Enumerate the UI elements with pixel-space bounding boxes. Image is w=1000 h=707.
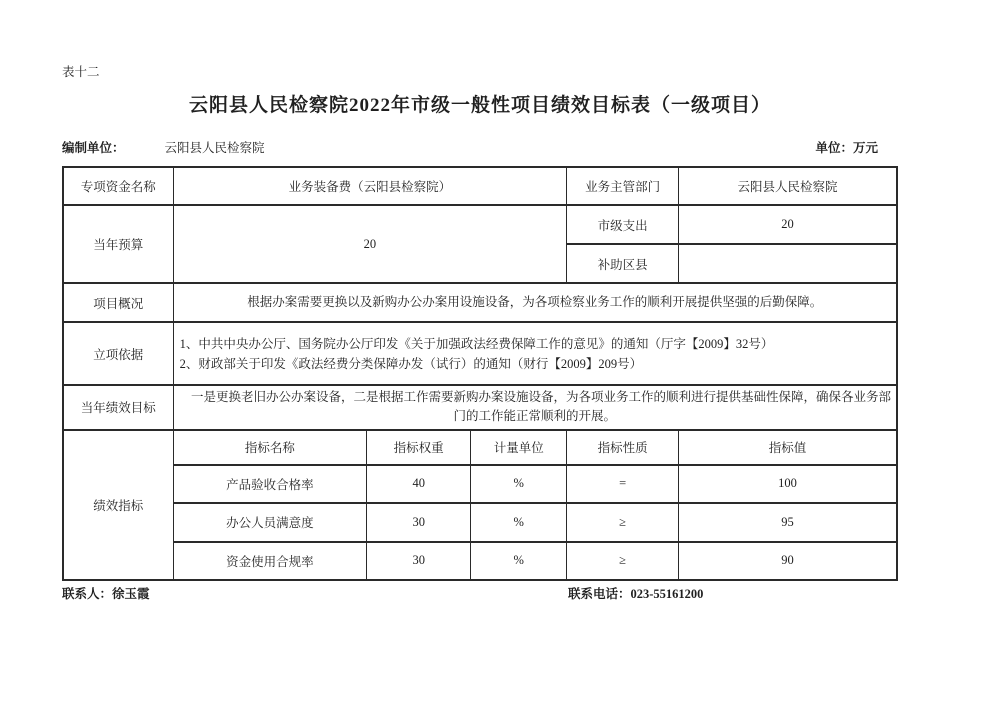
metric-nature: ≥ <box>567 503 679 542</box>
basis-value <box>173 322 897 385</box>
metrics-row <box>63 542 897 580</box>
metric-name: 资金使用合规率 <box>173 542 366 580</box>
metric-value: 90 <box>678 542 897 580</box>
basis-label: 立项依据 <box>63 322 173 385</box>
metric-nature: = <box>567 465 679 503</box>
metrics-header-value: 指标值 <box>678 430 897 465</box>
metrics-row <box>63 503 897 542</box>
contact-phone: 联系电话：023-55161200 <box>568 587 704 601</box>
page-title: 云阳县人民检察院2022年市级一般性项目绩效目标表（一级项目） <box>188 95 771 116</box>
prepared-by-label: 编制单位： <box>62 141 125 155</box>
table-row <box>63 283 897 322</box>
overview-value: 根据办案需要更换以及新购办公办案用设施设备，为各项检察业务工作的顺利开展提供坚强的后勤保障。 <box>173 283 897 322</box>
table-row <box>63 205 897 244</box>
metric-name: 办公人员满意度 <box>173 503 366 542</box>
annual-target-value: 一是更换老旧办公办案设备，二是根据工作需要新购办案设施设备，为各项业务工作的顺利进行提供基础性保障，确保各业务部门的工作能正常顺利的开展。 <box>173 385 897 430</box>
metrics-header-weight: 指标权重 <box>367 430 471 465</box>
metric-name: 产品验收合格率 <box>173 465 366 503</box>
metrics-header-row <box>63 430 897 465</box>
table-number: 表十二 <box>62 65 100 79</box>
overview-label: 项目概况 <box>63 283 173 322</box>
meta-row <box>62 138 898 156</box>
metrics-header-name: 指标名称 <box>173 430 366 465</box>
annual-target-label: 当年绩效目标 <box>63 385 173 430</box>
basis-line-2: 2、财政部关于印发《政法经费分类保障办发（试行）的通知（财行【2009】209号） <box>179 356 643 371</box>
special-fund-label: 专项资金名称 <box>63 167 173 205</box>
basis-line-1: 1、中共中央办公厅、国务院办公厅印发《关于加强政法经费保障工作的意见》的通知（厅字【2009】32号） <box>179 336 774 351</box>
metric-weight: 30 <box>367 542 471 580</box>
metrics-header-unit: 计量单位 <box>471 430 567 465</box>
metrics-label: 绩效指标 <box>63 430 173 580</box>
contact-name: 联系人：徐玉霞 <box>62 587 150 601</box>
city-expense-value: 20 <box>678 205 897 244</box>
metric-value: 100 <box>678 465 897 503</box>
budget-label: 当年预算 <box>63 205 173 283</box>
subsidy-value <box>678 244 897 283</box>
city-expense-label: 市级支出 <box>567 205 679 244</box>
budget-value: 20 <box>173 205 567 283</box>
unit-label: 单位：万元 <box>815 141 878 155</box>
prepared-by-value: 云阳县人民检察院 <box>164 141 265 155</box>
metric-unit: % <box>471 503 567 542</box>
dept-value: 云阳县人民检察院 <box>678 167 897 205</box>
metric-nature: ≥ <box>567 542 679 580</box>
special-fund-value: 业务装备费（云阳县检察院） <box>173 167 567 205</box>
metrics-header-nature: 指标性质 <box>567 430 679 465</box>
table-row <box>63 322 897 385</box>
table-row <box>63 167 897 205</box>
performance-target-table <box>62 166 898 581</box>
contact-row <box>62 584 898 602</box>
metric-unit: % <box>471 542 567 580</box>
metric-unit: % <box>471 465 567 503</box>
metric-weight: 30 <box>367 503 471 542</box>
metrics-row <box>63 465 897 503</box>
metric-value: 95 <box>678 503 897 542</box>
table-row <box>63 385 897 430</box>
metric-weight: 40 <box>367 465 471 503</box>
subsidy-label: 补助区县 <box>567 244 679 283</box>
dept-label: 业务主管部门 <box>567 167 679 205</box>
